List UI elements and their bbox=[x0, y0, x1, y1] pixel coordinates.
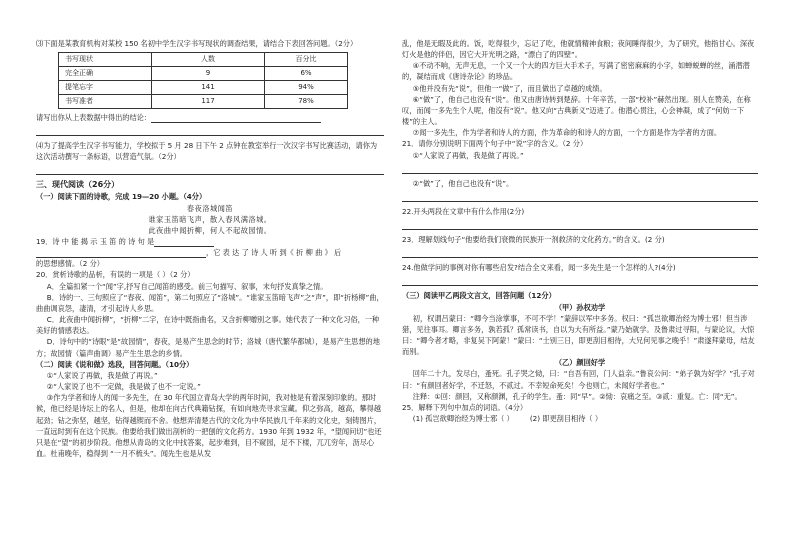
passage-paragraph: 乱，他是无暇及此的。饭，吃得很少，忘记了吃，他就情精神食粮；夜间睡得很少，为了研究，他指甘心。深夜灯火是他的伴侣，因它大开光明之路，“漂白了的四壁”。 bbox=[402, 39, 755, 60]
table-cell: 78% bbox=[265, 94, 348, 108]
q19-text: ，它 表 达 了 诗 人 听 到《 折 柳 曲 》 后 bbox=[206, 248, 342, 258]
part-heading: （二）阅读《说和做》选段，回答问题。（10分） bbox=[36, 359, 194, 369]
table-row bbox=[59, 67, 348, 81]
answer-line[interactable] bbox=[402, 163, 758, 174]
answer-line[interactable] bbox=[402, 275, 758, 286]
survey-table bbox=[58, 52, 348, 108]
part-heading: （一）阅读下面的诗歌，完成 19—20 小题。（4分） bbox=[36, 192, 207, 202]
q20-option: D．诗句中的“诗眼”是“故园情”，春夜，是易产生思念的时节；洛城（唐代繁华都城），是易产生思想的地方；故园情（篇声曲调）易产生生思念的乡情。 bbox=[36, 337, 380, 358]
q19-cont bbox=[36, 247, 384, 258]
answer-line[interactable] bbox=[36, 125, 384, 136]
notes: 注释：①回：颜回，又称颜渊，孔子的学生。蚤：同“早”。②恸：哀痛之至。③贰：重复。亡：同“无”。 bbox=[412, 391, 742, 401]
answer-line[interactable] bbox=[402, 247, 758, 258]
poem-line: 此夜曲中闻折柳，何人不起故园情。 bbox=[148, 225, 272, 235]
table-cell: 书写准者 bbox=[59, 94, 152, 108]
answer-line[interactable] bbox=[402, 219, 758, 230]
passage-paragraph: ⑤他并没有先“说”，但他一“做”了，而且做出了卓越的成绩。 bbox=[412, 83, 607, 93]
q21-item: ②“做”了，他自己也没有“说”。 bbox=[412, 178, 514, 188]
poem bbox=[36, 203, 384, 236]
passage-title: （甲）孙权劝学 bbox=[554, 302, 606, 312]
q-survey-intro: ⑶下面是某教育机构对某校 150 名初中学生汉字书写现状的调查结果，请结合下表回答问题。（2分） bbox=[36, 39, 358, 48]
q21-item: ①“人家说了再做，我是做了再说。” bbox=[412, 150, 524, 160]
answer-blank[interactable] bbox=[151, 122, 321, 123]
table-header-cell: 百分比 bbox=[265, 53, 348, 67]
quote-line: ①“人家说了再做，我是做了再说。” bbox=[46, 370, 158, 380]
table-cell: 141 bbox=[152, 80, 265, 94]
table-header-cell: 书写现状 bbox=[59, 53, 152, 67]
table-cell: 提笔忘字 bbox=[59, 80, 152, 94]
passage-paragraph: 初，权谓吕蒙曰：“卿今当涂掌事，不可不学！”蒙辞以军中多务。权曰：“孤岂欲卿治经为博士邪！但当涉猎，见往事耳。卿言多务，孰若孤？孤常读书，自以为大有所益。”蒙乃始就学。及鲁肃过寻阳，与蒙论议，大惊曰：“卿今者才略，非复吴下阿蒙！”蒙曰：“士别三日，即更刮目相待，大兄何见事之晚乎！”肃遂拜蒙母，结友而别。 bbox=[402, 313, 755, 357]
q19-text: 19．诗 中 能 揭 示 玉 笛 的 诗 句 是 bbox=[36, 237, 155, 247]
table-cell: 94% bbox=[265, 80, 348, 94]
passage-paragraph: ③作为学者和诗人的闻一多先生，在 30 年代国立青岛大学的两年时间，我对他是有着深刻印象的。那时候，他已经是诗坛上的名人，但是，他却在向古代典籍钻探，有如向地壳寻求宝藏。仰之弥高，越高，攀得越起劲；钻之弥坚，越坚，钻得越锲而不舍。他想弄清楚古代的文化为中华民族几千年来的文化史，刻铸图片，一直远时到有在这个民族。他要给我们做出剖析的一把刨的文化药方。1930 年到 1932 年，“望闻问切”也还只是在“望”的初步阶段。他想从青岛的文化中找答案，起步难到，目不窥园，足不下楼，兀兀穷年，沥尽心血。杜甫晚年，稳得到 “一月不梳头”。闻先生也是从发 bbox=[36, 393, 382, 458]
poem-title: 春夜洛城闻笛 bbox=[186, 203, 234, 213]
table-cell: 117 bbox=[152, 94, 265, 108]
right-column bbox=[402, 38, 758, 424]
q19-cont bbox=[36, 258, 384, 269]
q25-item: (1) 孤岂欲卿治经为博士邪（ ） bbox=[412, 414, 514, 424]
passage-paragraph: ④不动不响，无声无息，一个又一个大的四方巨大手术子，写满了密密麻麻的小字，如蝉蜕蝉的丝，涌潜潜的，凝结而成《唐诗杂论》的珍品。 bbox=[402, 61, 750, 82]
q25-item: (2) 即更刮目相待（ ） bbox=[529, 414, 603, 424]
table-cell: 9 bbox=[152, 67, 265, 81]
q20-option: B．诗的一、三句照应了“春夜、闻笛”，第二句照应了“洛城”。“谁家玉笛暗飞声”之“声”，即“折杨柳”曲，曲曲调哀怨，凄清，才引起诗人乡思。 bbox=[36, 292, 384, 313]
q21: 21．请你分别说明下面两个句子中“说”字的含义。（2 分） bbox=[402, 139, 588, 149]
answer-line[interactable] bbox=[36, 164, 384, 175]
section-heading: 三、现代阅读（26分） bbox=[36, 180, 120, 189]
q19 bbox=[36, 236, 384, 247]
q19-text: 的思想感情。（2 分） bbox=[36, 259, 104, 269]
q20-option: C．此夜曲中闻折柳”，“折柳”二字，在诗中既指曲名，又含折柳赠别之事。她代表了一种文化习俗，一种美好的情感表达。 bbox=[36, 315, 380, 336]
table-cell: 完全正确 bbox=[59, 67, 152, 81]
table-row bbox=[59, 94, 348, 108]
table-row bbox=[59, 80, 348, 94]
q25: 25．解释下列句中加点的词语。（4分） bbox=[402, 402, 528, 412]
q23: 23．理解划线句子“他要给我们衰微的民族开一剂救济的文化药方。”的含义。(2 分) bbox=[402, 235, 665, 245]
left-column bbox=[36, 38, 384, 459]
q22: 22.开头两段在文章中有什么作用(2分) bbox=[402, 206, 525, 216]
q20: 20．赏析诗歌的品析，有误的一项是（ ）（2 分） bbox=[36, 270, 195, 280]
poem-line: 谁家玉笛暗飞声，散入春风满洛城。 bbox=[148, 214, 272, 224]
quote-line: ②“人家说了也不一定做，我是做了也不一定说。” bbox=[46, 382, 201, 392]
q25-items bbox=[402, 413, 758, 424]
passage-paragraph: 回年二十九，发尽白，蚤死。孔子哭之恸，曰：“自吾有回，门人益亲。”鲁哀公问：“弟子孰为好学？”孔子对曰：“有颜回者好学，不迁怒，不贰过。不幸短命死矣！今也则亡，未闻好学者也。” bbox=[402, 369, 755, 390]
q-conclusion-text: 请写出你从上表数据中得出的结论： bbox=[36, 112, 152, 122]
q20-option: A．全篇扣紧一个“闻”字,抒写自己闻笛的感受。前三句描写、叙事，末句抒发真挚之情。 bbox=[46, 281, 328, 291]
table-header-row bbox=[59, 53, 348, 67]
passage-paragraph: ⑥“做”了，他自己也没有“说”。他又由唐诗转到楚辞。十年辛苦，一部“校补”赫然出现。别人在赞美，在称叹，而闻一多先生个人呢，他沒有“说”。他又向“古典新义”迈进了。他潜心贯注，心会神凝，成了“何妨一下楼”的主人。 bbox=[402, 94, 751, 127]
passage-title: （乙）颜回好学 bbox=[554, 358, 606, 368]
q24: 24.他做学问的事例对你有哪些启发?结合全文来看，闻一多先生是一个怎样的人?(4分) bbox=[402, 263, 676, 273]
table-header-cell: 人数 bbox=[152, 53, 265, 67]
q-conclusion bbox=[36, 112, 384, 123]
table-cell: 6% bbox=[265, 67, 348, 81]
answer-line[interactable] bbox=[402, 191, 758, 202]
passage-paragraph: ⑦闻一多先生，作为学者和诗人的方面，作为革命的和诗人的方面，一个方面是作为学者的方面。 bbox=[412, 128, 722, 138]
q-slogan: ⑷为了提高学生汉字书写能力，学校拟于 5 月 28 日下午 2 点钟在教室举行一次汉字书写比赛活动，请你为这次活动撰写一条标语，以营造气氛。（2分） bbox=[36, 140, 378, 161]
part-heading: （三）阅读甲乙两段文言文，回答问题（12分） bbox=[402, 291, 556, 301]
